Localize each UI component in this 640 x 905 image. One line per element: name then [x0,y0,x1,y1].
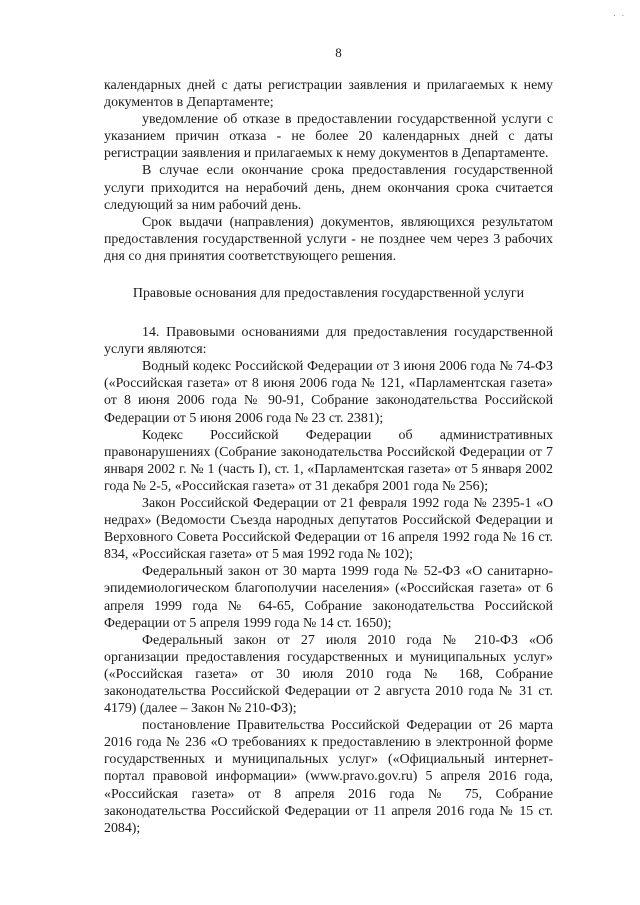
paragraph-government-decree: постановление Правительства Российской Федерации от 26 марта 2016 года № 236 «О требованиях к предоставлению в электронной форме государственных и муниципальных услуг» («Официальный интернет-портал правовой информации» (www.pravo.gov.ru) 5 апреля 2016 года, «Российская газета» от 8 апреля 2016 года № 75, Собрание законодательства Российской Федерации от 11 апреля 2016 года № 15 ст. 2084); [104,718,553,836]
paragraph-services-law: Федеральный закон от 27 июля 2010 года № 210-ФЗ «Об организации предоставления государственных и муниципальных услуг» («Российская газета» от 30 июля 2010 года № 168, Собрание законодательства Российской Федерации от 2 августа 2010 года № 31 ст. 4179) (далее – Закон № 210-ФЗ); [104,632,553,717]
paragraph-refusal-notice: уведомление об отказе в предоставлении государственной услуги с указанием причин отказа - не более 20 календарных дней с даты регистрации заявления и прилагаемых к нему документов в Департаменте. [104,112,553,162]
section-heading: Правовые основания для предоставления государственной услуги [132,286,525,302]
paragraph-water-code: Водный кодекс Российской Федерации от 3 июня 2006 года № 74-ФЗ («Российская газета» от 8 июня 2006 года № 121, «Парламентская газета» от 8 июня 2006 года № 90-91, Собрание законодательства Российской Федерации от 5 июня 2006 года № 23 ст. 2381); [104,359,553,426]
scan-mark: . . [613,8,626,18]
paragraph-subsoil-law: Закон Российской Федерации от 21 февраля 1992 года № 2395-1 «О недрах» (Ведомости Съезда народных депутатов Российской Федерации и Верховного Совета Российской Федерации от 16 апреля 1992 года № 16 ст. 834, «Российская газета» от 5 мая 1992 года № 102); [104,495,553,563]
paragraph-sanitary-law: Федеральный закон от 30 марта 1999 года № 52-ФЗ «О санитарно-эпидемиологическом благополучии населения» («Российская газета» от 6 апреля 1999 года № 64-65, Собрание законодательства Российской Федерации от 5 апреля 1999 года № 14 ст. 1650); [104,564,553,631]
paragraph-nonworking-day: В случае если окончание срока предоставления государственной услуги приходится на нерабочий день, днем окончания срока считается следующий за ним рабочий день. [104,163,553,213]
paragraph-legal-basis-intro: 14. Правовыми основаниями для предоставления государственной услуги являются: [104,325,553,358]
paragraph-administrative-code: Кодекс Российской Федерации об административных правонарушениях (Собрание законодательства Российской Федерации от 7 января 2002 г. № 1 (часть I), ст. 1, «Парламентская газета» от 5 января 2002 года № 2-5, «Российская газета» от 31 декабря 2001 года № 256); [104,427,553,494]
paragraph-issue-term: Срок выдачи (направления) документов, являющихся результатом предоставления государственной услуги - не позднее чем через 3 рабочих дня со дня принятия соответствующего решения. [104,214,553,264]
page-number: 8 [335,45,342,60]
document-page [104,0,553,837]
paragraph-continuation: календарных дней с даты регистрации заявления и прилагаемых к нему документов в Департаменте; [104,78,553,111]
